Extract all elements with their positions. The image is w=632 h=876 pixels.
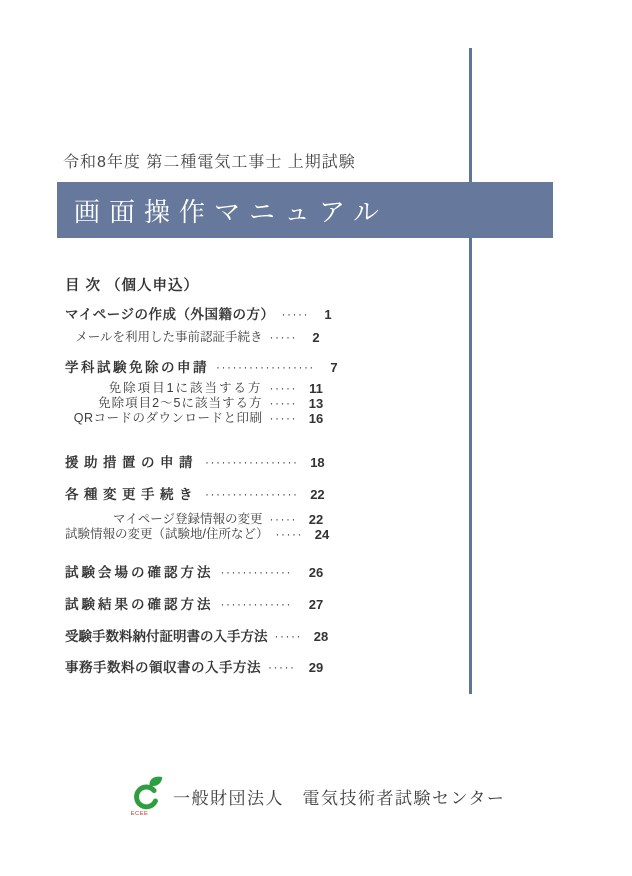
toc-leader-dots: ·····: [269, 396, 297, 410]
toc-leader-dots: ·····: [275, 527, 303, 541]
toc-item-label: 試験結果の確認方法: [65, 597, 214, 612]
toc-item-label: マイページ登録情報の変更: [113, 512, 263, 526]
toc-leader-dots: ·····: [274, 629, 302, 643]
toc-leader-dots: ·················: [205, 487, 299, 501]
exam-title: 令和8年度 第二種電気工事士 上期試験: [63, 154, 356, 171]
toc-leader-dots: ·············: [220, 565, 292, 579]
toc-page-number: 11: [309, 381, 323, 396]
toc-item-label: マイページの作成（外国籍の方）: [65, 307, 275, 322]
logo-ecee-text: ECEE: [130, 810, 149, 816]
toc-item-label: 各種変更手続き: [65, 487, 198, 502]
accent-vertical-rule: [469, 48, 472, 694]
toc-page-number: 1: [324, 307, 332, 322]
toc-page-number: 29: [308, 660, 324, 675]
footer: [128, 776, 505, 816]
toc-leader-dots: ·····: [269, 330, 297, 344]
toc-item-exam-exemption[interactable]: [65, 360, 338, 375]
toc-item-venue-confirmation[interactable]: [65, 565, 329, 580]
toc-item-exemption-1[interactable]: [65, 381, 329, 396]
toc-page-number: 24: [314, 527, 330, 542]
toc-item-label: 学科試験免除の申請: [65, 360, 209, 375]
toc-page-number: 28: [313, 629, 329, 644]
toc-item-mail-preauth[interactable]: [65, 330, 329, 345]
toc-page-number: 26: [308, 565, 324, 580]
manual-title-banner: [57, 182, 553, 238]
toc-item-mypage-info-change[interactable]: [65, 512, 329, 527]
toc-item-exemption-2-5[interactable]: [65, 396, 329, 411]
toc-leader-dots: ·················: [205, 455, 299, 469]
toc-leader-dots: ·····: [269, 381, 297, 395]
toc-item-label: QRコードのダウンロードと印刷: [73, 411, 263, 425]
toc-item-label: 援助措置の申請: [65, 455, 198, 470]
toc-item-mypage-creation[interactable]: [65, 307, 332, 322]
manual-title: 画面操作マニュアル: [74, 196, 388, 227]
toc-leader-dots: ·············: [220, 597, 292, 611]
toc-item-label: メールを利用した事前認証手続き: [75, 330, 263, 344]
toc-page-number: 2: [312, 330, 320, 345]
ecee-logo-icon: [128, 776, 164, 816]
logo-e-swoosh: [137, 787, 156, 807]
toc-leader-dots: ··················: [216, 360, 315, 374]
toc-item-change-procedures[interactable]: [65, 487, 329, 502]
toc-item-label: 受験手数料納付証明書の入手方法: [65, 629, 268, 644]
toc-page-number: 16: [308, 411, 324, 426]
toc-leader-dots: ·····: [269, 512, 297, 526]
toc-item-exam-info-change[interactable]: [65, 527, 329, 542]
toc-item-label: 試験会場の確認方法: [65, 565, 214, 580]
toc-page-number: 22: [308, 512, 324, 527]
toc-page-number: 22: [310, 487, 325, 502]
toc-item-label: 免除項目1に該当する方: [108, 381, 263, 395]
toc-item-result-confirmation[interactable]: [65, 597, 329, 612]
organization-name: 一般財団法人 電気技術者試験センター: [173, 788, 506, 808]
toc-item-label: 試験情報の変更（試験地/住所など）: [65, 527, 269, 541]
toc-leader-dots: ·····: [268, 660, 296, 674]
toc-leader-dots: ·····: [269, 411, 297, 425]
toc-item-qr-download[interactable]: [65, 411, 329, 426]
toc-page-number: 18: [310, 455, 325, 470]
logo-leaf: [150, 777, 163, 786]
toc-item-label: 免除項目2～5に該当する方: [98, 396, 263, 410]
table-of-contents: [65, 307, 338, 675]
toc-item-assistance[interactable]: [65, 455, 329, 470]
toc-leader-dots: ·····: [281, 307, 309, 321]
toc-item-label: 事務手数料の領収書の入手方法: [65, 660, 261, 675]
toc-page-number: 7: [330, 360, 338, 375]
toc-page-number: 27: [308, 597, 324, 612]
toc-heading: 目 次 （個人申込）: [65, 278, 200, 294]
toc-item-receipt[interactable]: [65, 660, 329, 675]
toc-item-fee-certificate[interactable]: [65, 629, 329, 644]
toc-page-number: 13: [308, 396, 324, 411]
